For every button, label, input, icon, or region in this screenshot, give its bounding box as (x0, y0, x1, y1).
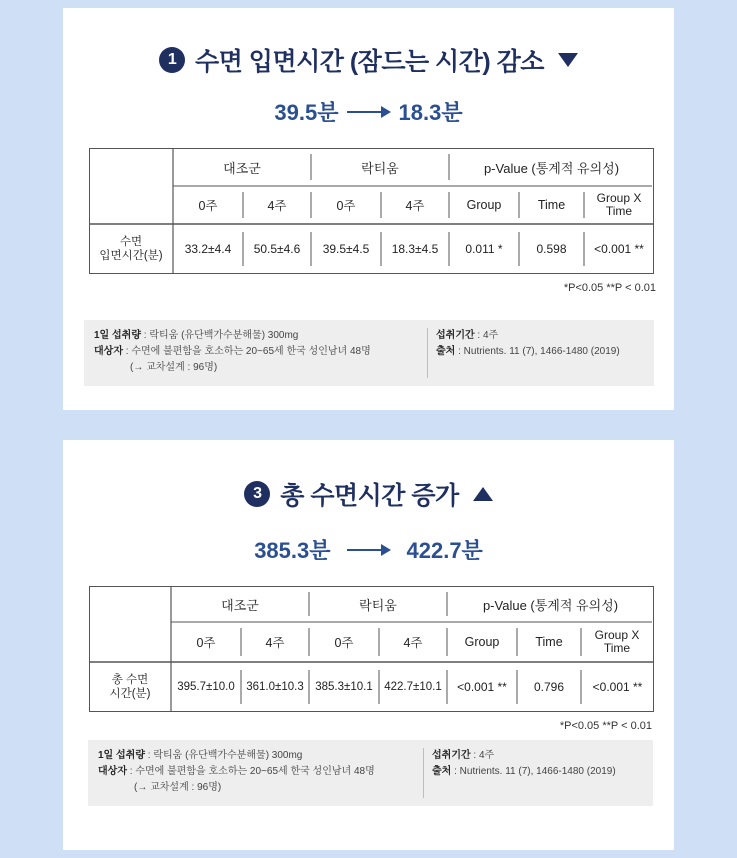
intake-value: : 락티움 (유단백가수분해물) 300mg (144, 750, 303, 761)
table-cell: <0.001 ** (594, 242, 644, 256)
row-label-line: 시간(분) (109, 688, 151, 700)
significance-note: *P<0.05 **P < 0.01 (559, 720, 652, 732)
intake-label: 1일 섭취량 (94, 330, 141, 341)
table-cell: 39.5±4.5 (322, 242, 370, 256)
group-header-lactium: 락티움 (359, 597, 397, 613)
group-header-pvalue: p-Value (통계적 유의성) (482, 597, 619, 613)
right-arrow-icon (347, 106, 391, 118)
change-summary (63, 534, 674, 565)
table-cell: <0.001 ** (457, 680, 507, 694)
subject-value: : 수면에 불편함을 호소하는 20~65세 한국 성인남녀 48명 (126, 766, 375, 777)
row-label-line: 입면시간(분) (99, 250, 163, 262)
source-label: 출처 (436, 346, 456, 357)
title-text: 총 수면시간 증가 (280, 482, 459, 510)
study-info-left (98, 746, 375, 798)
source-line (436, 342, 620, 362)
down-triangle-icon (558, 53, 578, 67)
significance-note: *P<0.05 **P < 0.01 (563, 282, 656, 294)
sub-header: 4주 (267, 199, 287, 213)
sleep-latency-card (63, 8, 674, 410)
sub-header: Time (537, 198, 566, 212)
total-sleep-card (63, 440, 674, 850)
group-header-control: 대조군 (223, 160, 261, 176)
sub-header: 4주 (265, 636, 285, 650)
design-line: (→ 교차설계 : 96명) (134, 782, 222, 793)
row-label (89, 662, 171, 712)
group-header-lactium: 락티움 (361, 160, 399, 176)
row-label-line: 총 수면 (111, 674, 149, 686)
subject-value: : 수면에 불편함을 호소하는 20~65세 한국 성인남녀 48명 (122, 346, 371, 357)
period-label: 섭취기간 (432, 750, 471, 761)
table-cell: 395.7±10.0 (177, 681, 235, 693)
change-to: 422.7분 (406, 538, 483, 563)
study-info-box (84, 320, 654, 386)
number-badge: 1 (159, 47, 185, 73)
change-to: 18.3분 (398, 100, 463, 125)
number-badge: 3 (244, 481, 270, 507)
group-header-pvalue: p-Value (통계적 유의성) (483, 160, 620, 176)
study-info-left (94, 326, 371, 378)
table-cell: 361.0±10.3 (246, 681, 304, 693)
study-info-right (436, 326, 620, 362)
sub-header: Group (464, 635, 500, 649)
sub-header: Group (466, 198, 502, 212)
change-from: 385.3분 (254, 538, 331, 563)
sub-header: 0주 (196, 636, 216, 650)
source-value: : Nutrients. 11 (7), 1466-1480 (2019) (451, 766, 616, 777)
period-label: 섭취기간 (436, 330, 475, 341)
source-line (432, 762, 616, 782)
sub-header: Group X Time (596, 191, 642, 218)
row-label (89, 224, 173, 274)
source-label: 출처 (432, 766, 452, 777)
table-cell: 385.3±10.1 (315, 681, 373, 693)
design-line: (→ 교차설계 : 96명) (130, 362, 218, 373)
sub-header: Group X Time (594, 628, 640, 655)
table-cell: <0.001 ** (592, 680, 643, 694)
intake-value: : 락티움 (유단백가수분해물) 300mg (140, 330, 299, 341)
source-value: : Nutrients. 11 (7), 1466-1480 (2019) (455, 346, 620, 357)
intake-label: 1일 섭취량 (98, 750, 145, 761)
period-value: : 4주 (470, 750, 495, 761)
period-value: : 4주 (474, 330, 499, 341)
study-info-box (88, 740, 653, 806)
sub-header: 4주 (405, 199, 425, 213)
info-divider (423, 748, 424, 798)
right-arrow-icon (347, 544, 391, 556)
row-label-line: 수면 (119, 236, 143, 248)
change-from: 39.5분 (274, 100, 339, 125)
sub-header: Time (535, 635, 563, 649)
study-info-right (432, 746, 616, 782)
card-title (63, 42, 674, 78)
info-divider (427, 328, 428, 378)
sub-header: 0주 (198, 199, 218, 213)
subject-label: 대상자 (98, 766, 127, 777)
table-cell: 422.7±10.1 (384, 681, 442, 693)
up-triangle-icon (473, 487, 493, 501)
sub-header: 0주 (334, 636, 354, 650)
table-cell: 18.3±4.5 (391, 242, 439, 256)
table-cell: 33.2±4.4 (184, 242, 232, 256)
sub-header: 4주 (403, 636, 423, 650)
title-text: 수면 입면시간 (잠드는 시간) 감소 (195, 48, 544, 76)
table-cell: 50.5±4.6 (253, 242, 301, 256)
group-header-control: 대조군 (221, 597, 259, 613)
subject-label: 대상자 (94, 346, 123, 357)
table-cell: 0.796 (533, 680, 565, 694)
table-cell: 0.598 (536, 242, 567, 256)
table-cell: 0.011 * (465, 242, 503, 256)
change-summary (63, 96, 674, 127)
sub-header: 0주 (336, 199, 356, 213)
card-title (63, 476, 674, 512)
